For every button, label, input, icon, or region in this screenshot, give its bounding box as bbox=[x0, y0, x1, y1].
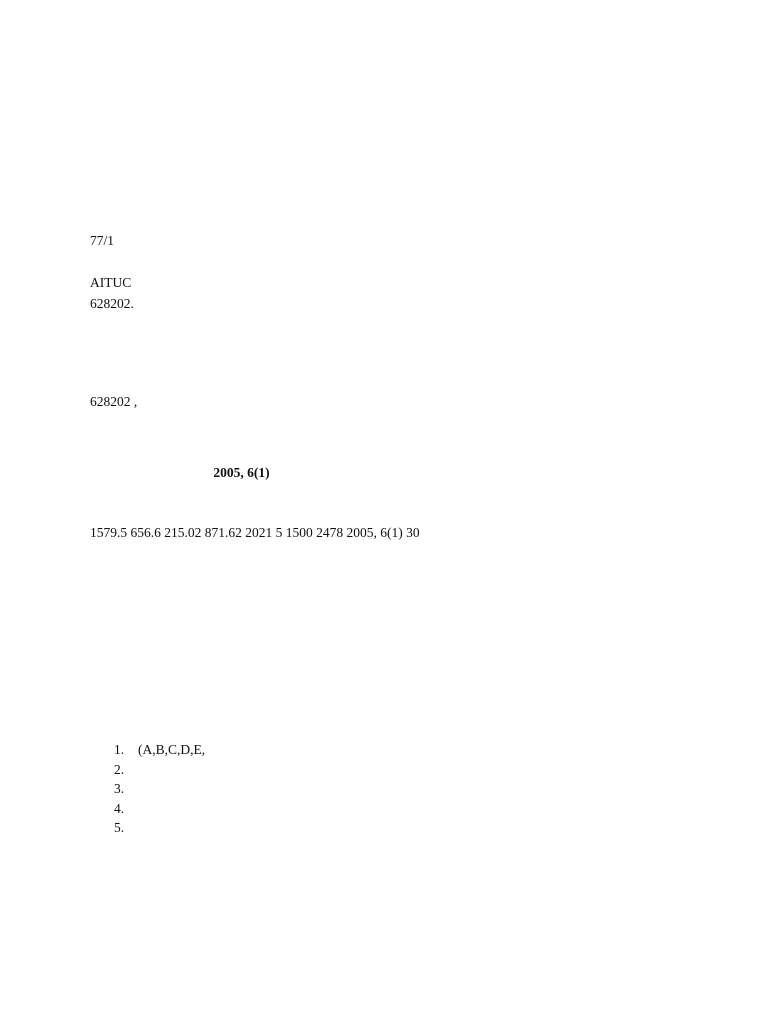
subject-line: 2005, 6(1) bbox=[213, 465, 270, 480]
list-item bbox=[114, 801, 690, 818]
subject-block bbox=[90, 464, 690, 520]
sender-address-line bbox=[90, 211, 650, 229]
recipient-address-line: 628202 , bbox=[90, 394, 138, 409]
sender-address-line bbox=[90, 190, 650, 208]
sender-address-line: AITUC bbox=[90, 275, 132, 290]
question-number: 1. bbox=[114, 742, 125, 757]
list-item bbox=[114, 742, 690, 759]
question-text bbox=[138, 801, 690, 818]
list-item bbox=[114, 762, 690, 779]
question-number: 4. bbox=[114, 800, 125, 816]
sender-address-line: 77/1 bbox=[90, 233, 115, 248]
recipient-address-line bbox=[90, 351, 650, 369]
question-number: 3. bbox=[114, 781, 125, 796]
question-number: 2. bbox=[114, 761, 125, 777]
list-item bbox=[114, 820, 690, 837]
sender-address-line: 628202. bbox=[90, 296, 134, 311]
document-subtitle bbox=[0, 131, 768, 149]
sender-address-line bbox=[90, 253, 650, 271]
question-text bbox=[138, 781, 690, 798]
question-text bbox=[138, 762, 690, 779]
question-list bbox=[114, 742, 690, 840]
recipient-address-line bbox=[90, 414, 650, 432]
question-text bbox=[138, 820, 690, 837]
question-text: (A,B,C,D,E, bbox=[138, 742, 206, 757]
question-number: 5. bbox=[114, 820, 125, 835]
recipient-address-line bbox=[90, 372, 650, 390]
body-paragraph: 1579.5 656.6 215.02 871.62 2021 5 1500 2478 2005, 6(1) 30 bbox=[90, 525, 420, 540]
list-item bbox=[114, 781, 690, 798]
document-title bbox=[82, 92, 692, 116]
